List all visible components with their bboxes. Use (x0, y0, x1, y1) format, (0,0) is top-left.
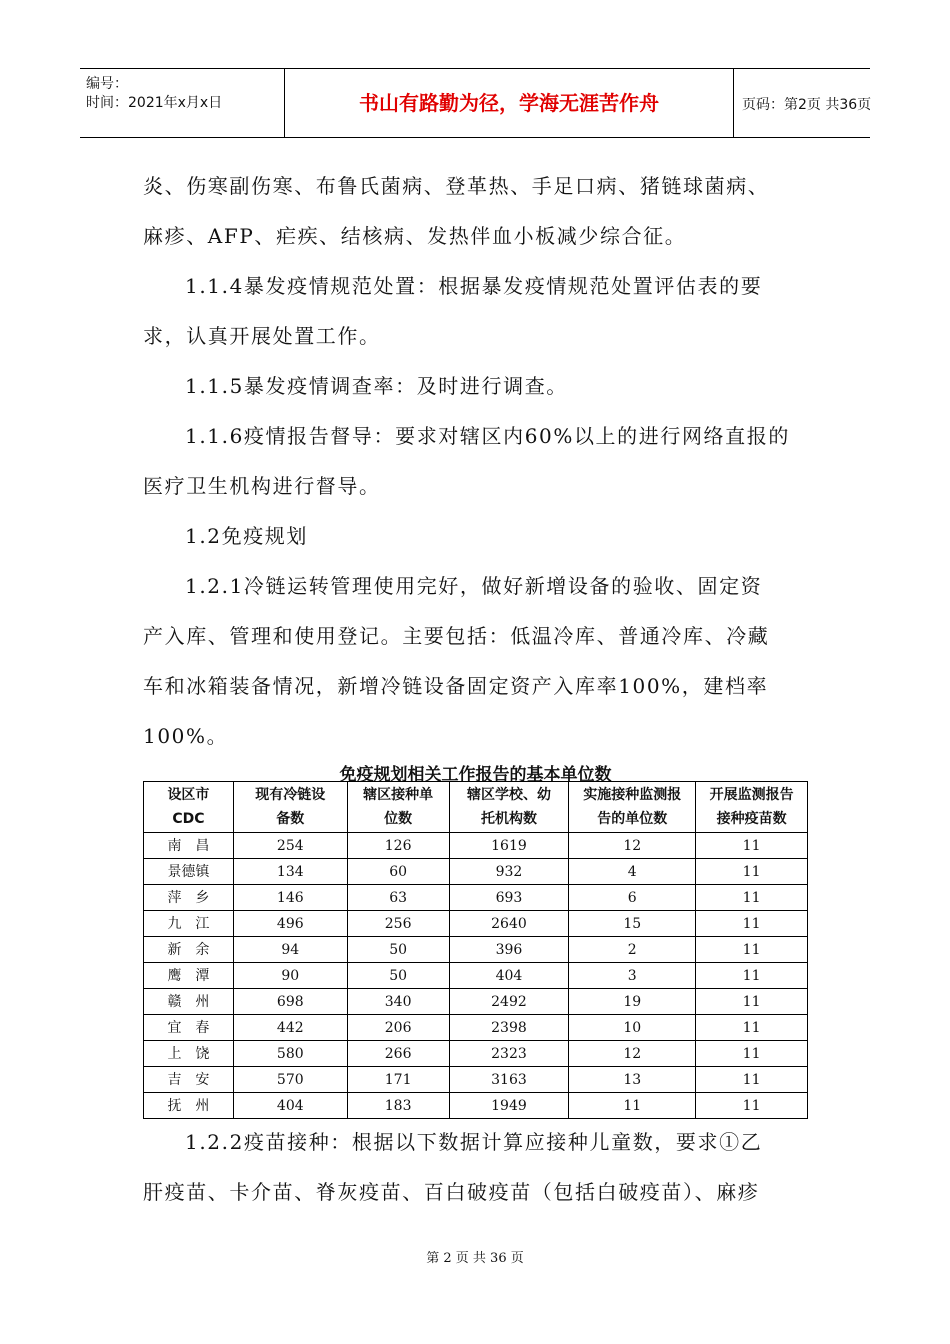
value-cell: 12 (569, 1041, 696, 1067)
value-cell: 2398 (449, 1015, 569, 1041)
section-heading: 1.2免疫规划 (185, 524, 309, 548)
value-cell: 6 (569, 885, 696, 911)
table-row (144, 963, 808, 989)
value-cell: 266 (347, 1041, 449, 1067)
paragraph-line: 车和冰箱装备情况，新增冷链设备固定资产入库率100%，建档率 (143, 674, 769, 698)
value-cell: 11 (569, 1093, 696, 1119)
table-row (144, 885, 808, 911)
value-cell: 254 (233, 833, 347, 859)
table-title: 免疫规划相关工作报告的基本单位数 (339, 765, 612, 785)
paragraph-line: 1.2.2疫苗接种：根据以下数据计算应接种儿童数，要求①乙 (185, 1130, 763, 1154)
value-cell: 183 (347, 1093, 449, 1119)
col-header-vaccination-units: 辖区接种单 位数 (347, 782, 449, 833)
value-cell: 11 (696, 1093, 808, 1119)
region-cell: 九 江 (144, 911, 234, 937)
value-cell: 13 (569, 1067, 696, 1093)
value-cell: 12 (569, 833, 696, 859)
value-cell: 580 (233, 1041, 347, 1067)
paragraph-line: 1.2.1冷链运转管理使用完好，做好新增设备的验收、固定资 (185, 574, 763, 598)
header-meta-cell (80, 69, 285, 137)
value-cell: 11 (696, 911, 808, 937)
value-cell: 90 (233, 963, 347, 989)
region-cell: 萍 乡 (144, 885, 234, 911)
table-header-row (144, 782, 808, 833)
value-cell: 134 (233, 859, 347, 885)
table-row (144, 1093, 808, 1119)
value-cell: 1619 (449, 833, 569, 859)
serial-label: 编号： (86, 76, 128, 92)
region-cell: 宜 春 (144, 1015, 234, 1041)
value-cell: 50 (347, 937, 449, 963)
value-cell: 63 (347, 885, 449, 911)
value-cell: 11 (696, 1041, 808, 1067)
page-footer: 第 2 页 共 36 页 (426, 1251, 524, 1266)
table-row (144, 989, 808, 1015)
value-cell: 2492 (449, 989, 569, 1015)
value-cell: 2323 (449, 1041, 569, 1067)
value-cell: 698 (233, 989, 347, 1015)
value-cell: 11 (696, 859, 808, 885)
paragraph-line: 炎、伤寒副伤寒、布鲁氏菌病、登革热、手足口病、猪链球菌病、 (143, 174, 770, 198)
value-cell: 146 (233, 885, 347, 911)
paragraph-line: 肝疫苗、卡介苗、脊灰疫苗、百白破疫苗（包括白破疫苗）、麻疹 (143, 1180, 760, 1204)
col-header-schools: 辖区学校、幼 托机构数 (449, 782, 569, 833)
table-row (144, 937, 808, 963)
col-header-region: 设区市 CDC (144, 782, 234, 833)
value-cell: 11 (696, 833, 808, 859)
value-cell: 4 (569, 859, 696, 885)
value-cell: 404 (449, 963, 569, 989)
value-cell: 693 (449, 885, 569, 911)
region-cell: 新 余 (144, 937, 234, 963)
header-page-cell (734, 69, 870, 137)
table-row (144, 859, 808, 885)
region-cell: 吉 安 (144, 1067, 234, 1093)
value-cell: 2640 (449, 911, 569, 937)
col-header-vaccines: 开展监测报告 接种疫苗数 (696, 782, 808, 833)
value-cell: 396 (449, 937, 569, 963)
value-cell: 11 (696, 1067, 808, 1093)
table-row (144, 1015, 808, 1041)
value-cell: 1949 (449, 1093, 569, 1119)
region-cell: 赣 州 (144, 989, 234, 1015)
table-row (144, 1067, 808, 1093)
value-cell: 442 (233, 1015, 347, 1041)
paragraph-line: 1.1.5暴发疫情调查率：及时进行调查。 (185, 374, 568, 398)
region-cell: 上 饶 (144, 1041, 234, 1067)
value-cell: 11 (696, 963, 808, 989)
paragraph-line: 麻疹、AFP、疟疾、结核病、发热伴血小板减少综合征。 (143, 224, 687, 248)
value-cell: 126 (347, 833, 449, 859)
region-cell: 鹰 潭 (144, 963, 234, 989)
value-cell: 932 (449, 859, 569, 885)
unit-count-table (143, 781, 808, 1119)
paragraph-line: 医疗卫生机构进行督导。 (143, 474, 381, 498)
page-header (80, 68, 870, 138)
value-cell: 2 (569, 937, 696, 963)
value-cell: 60 (347, 859, 449, 885)
region-cell: 抚 州 (144, 1093, 234, 1119)
value-cell: 50 (347, 963, 449, 989)
value-cell: 94 (233, 937, 347, 963)
motto-text: 书山有路勤为径，学海无涯苦作舟 (359, 91, 659, 115)
value-cell: 171 (347, 1067, 449, 1093)
region-cell: 南 昌 (144, 833, 234, 859)
value-cell: 3 (569, 963, 696, 989)
value-cell: 3163 (449, 1067, 569, 1093)
table-row (144, 1041, 808, 1067)
paragraph-line: 1.1.4暴发疫情规范处置：根据暴发疫情规范处置评估表的要 (185, 274, 763, 298)
col-header-cold-chain: 现有冷链设 备数 (233, 782, 347, 833)
header-motto-cell (285, 69, 734, 137)
value-cell: 496 (233, 911, 347, 937)
value-cell: 15 (569, 911, 696, 937)
paragraph-line: 求，认真开展处置工作。 (143, 324, 381, 348)
paragraph-line: 1.1.6疫情报告督导：要求对辖区内60%以上的进行网络直报的 (185, 424, 790, 448)
value-cell: 19 (569, 989, 696, 1015)
paragraph-line: 产入库、管理和使用登记。主要包括：低温冷库、普通冷库、冷藏 (143, 624, 770, 648)
value-cell: 340 (347, 989, 449, 1015)
value-cell: 570 (233, 1067, 347, 1093)
value-cell: 10 (569, 1015, 696, 1041)
paragraph-line: 100%。 (143, 724, 229, 748)
value-cell: 11 (696, 989, 808, 1015)
time-label: 时间：2021年x月x日 (86, 95, 223, 111)
value-cell: 206 (347, 1015, 449, 1041)
value-cell: 256 (347, 911, 449, 937)
region-cell: 景德镇 (144, 859, 234, 885)
table-row (144, 911, 808, 937)
table-row (144, 833, 808, 859)
value-cell: 404 (233, 1093, 347, 1119)
value-cell: 11 (696, 937, 808, 963)
col-header-monitoring-units: 实施接种监测报 告的单位数 (569, 782, 696, 833)
value-cell: 11 (696, 1015, 808, 1041)
page-info: 页码：第2页 共36页 (742, 97, 872, 113)
value-cell: 11 (696, 885, 808, 911)
